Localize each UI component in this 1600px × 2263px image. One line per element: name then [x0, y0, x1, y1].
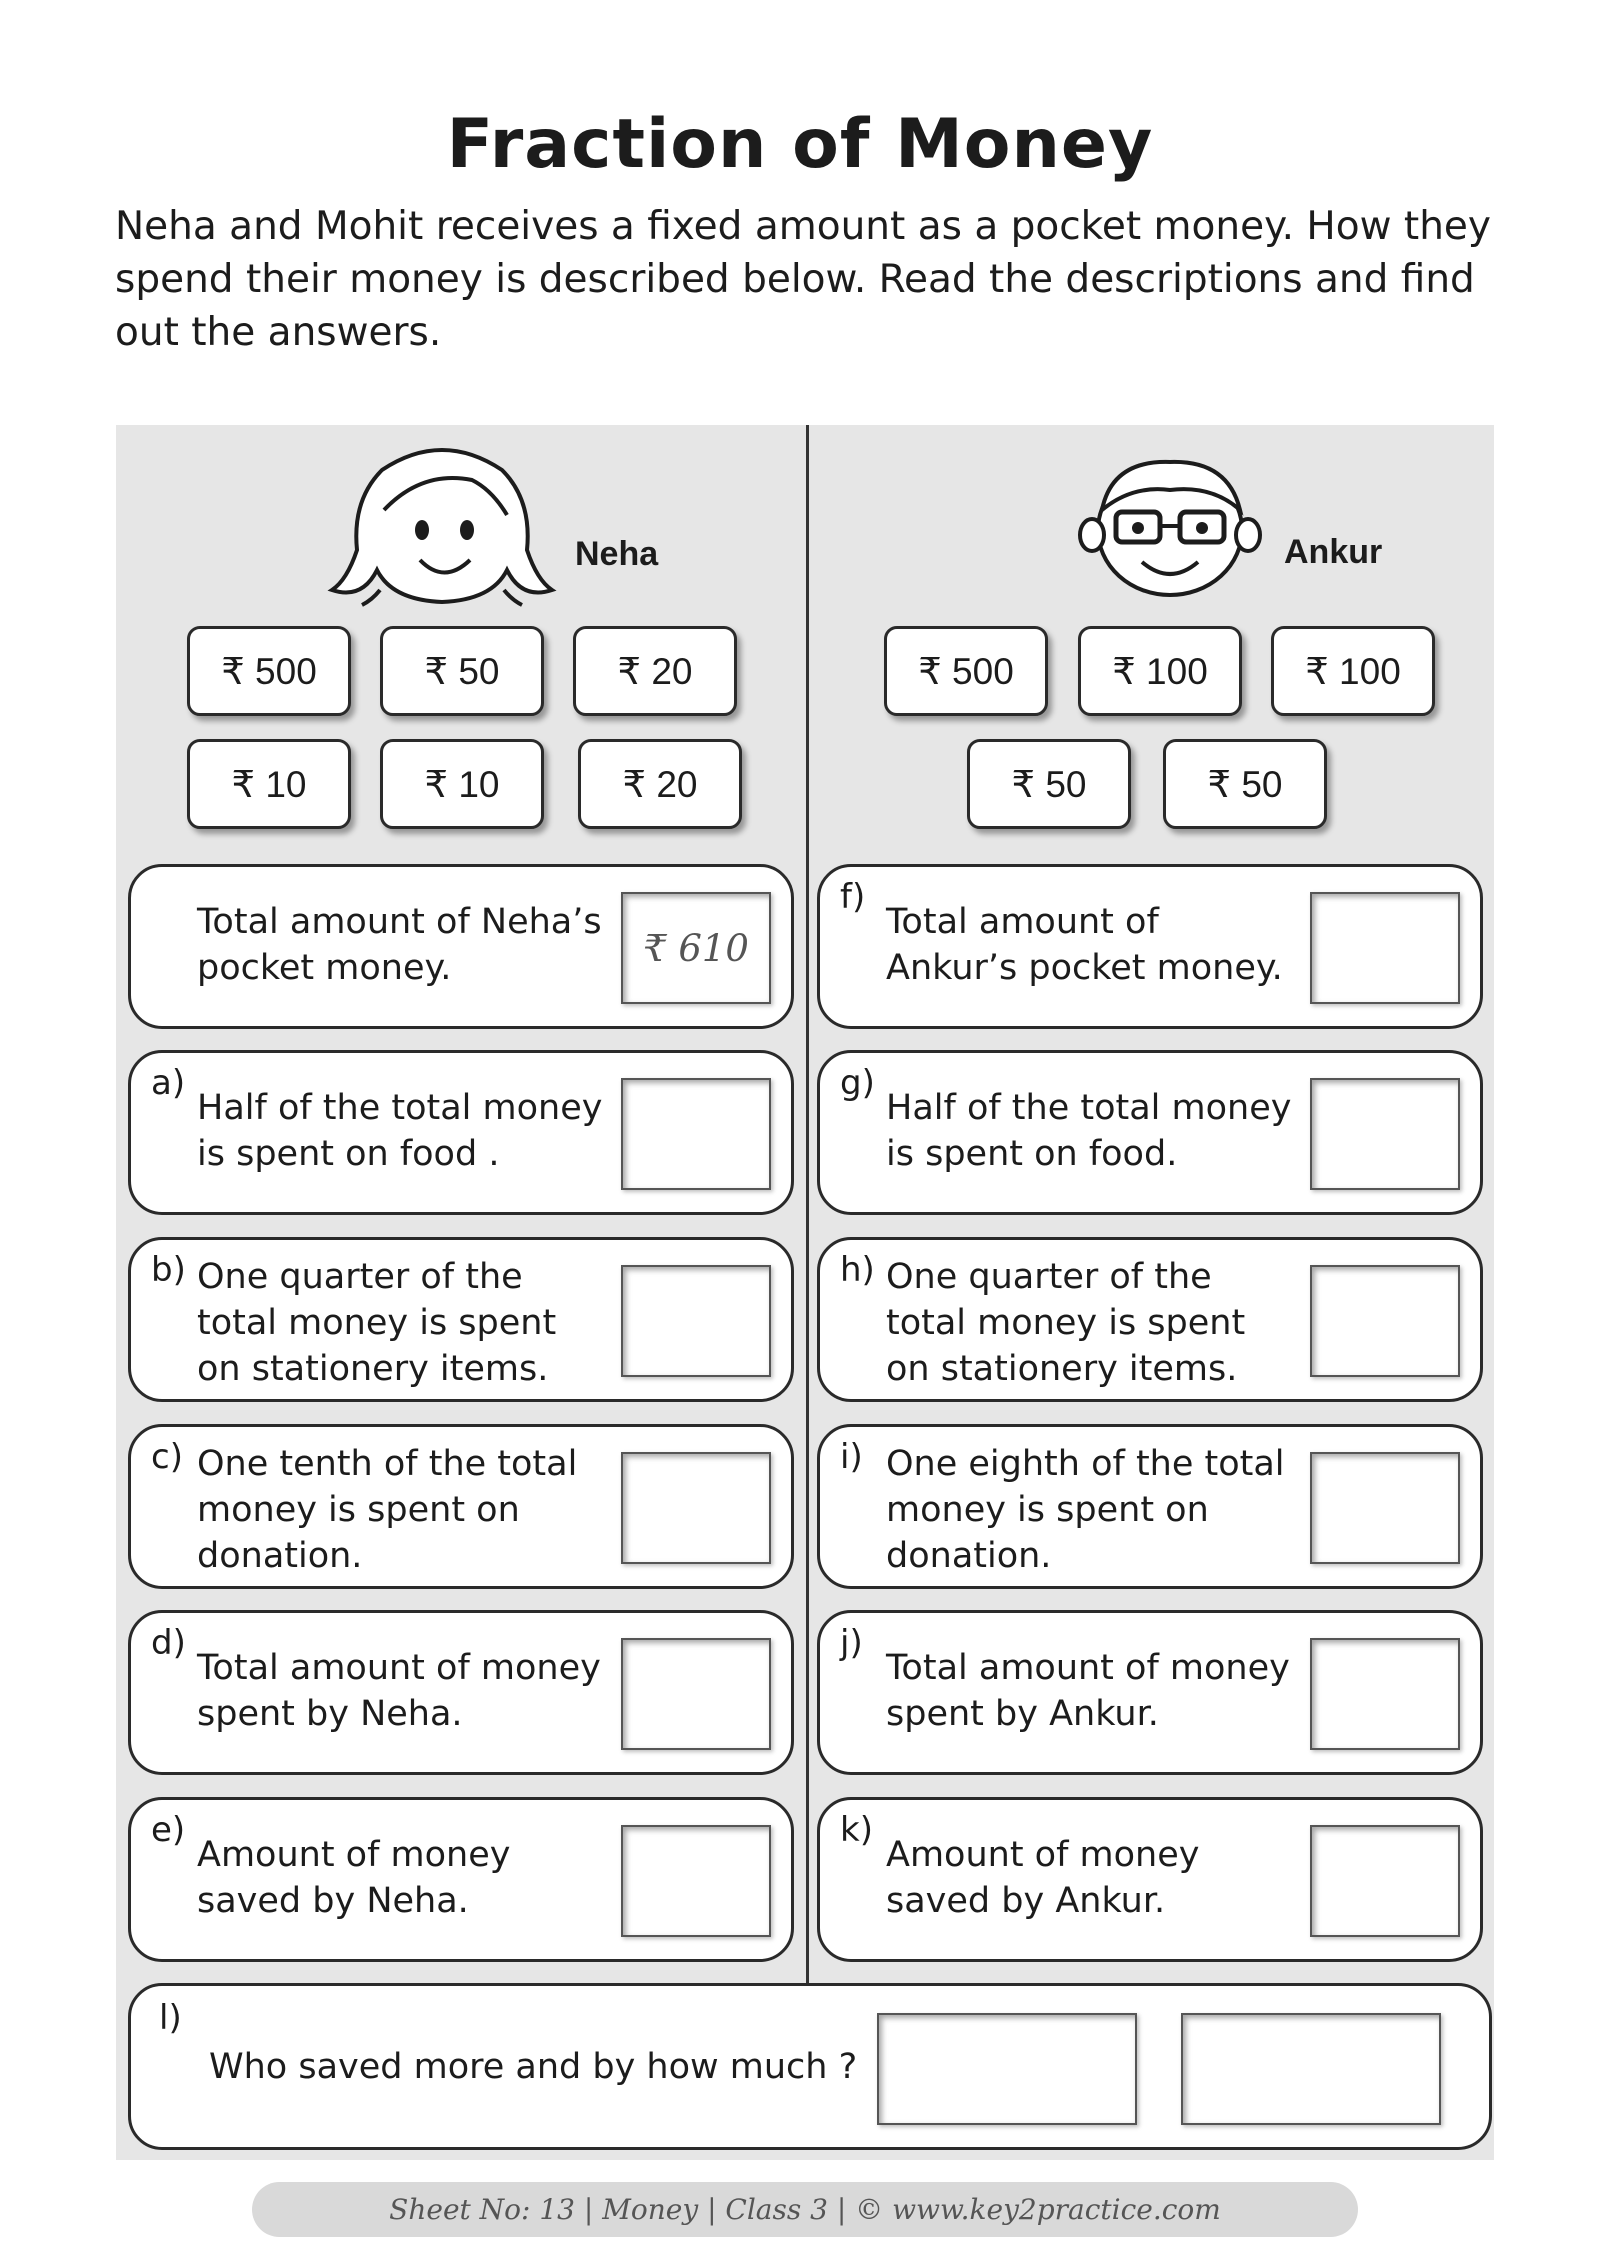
question-text: Amount of money saved by Neha.	[197, 1835, 511, 1921]
question-box	[128, 1797, 794, 1962]
answer-box[interactable]	[621, 1452, 771, 1564]
question-label: l)	[159, 1998, 182, 2038]
question-label: f)	[840, 877, 866, 917]
page-title: Fraction of Money	[446, 105, 1154, 184]
question-box	[817, 1424, 1483, 1589]
question-text: One eighth of the total money is spent on donation.	[886, 1444, 1285, 1576]
question-label: i)	[840, 1437, 863, 1477]
question-label: k)	[840, 1810, 873, 1850]
question-box	[817, 1237, 1483, 1402]
question-text: Total amount of Ankur’s pocket money.	[886, 902, 1283, 988]
question-label: b)	[151, 1250, 186, 1290]
answer-box[interactable]: ₹ 610	[621, 892, 771, 1004]
money-note: ₹ 50	[967, 739, 1131, 829]
column-divider	[806, 425, 809, 1985]
question-box	[128, 1424, 794, 1589]
question-label: j)	[840, 1623, 863, 1663]
answer-box[interactable]	[1310, 1825, 1460, 1937]
final-question-box	[128, 1983, 1492, 2150]
money-note: ₹ 100	[1078, 626, 1242, 716]
question-label: c)	[151, 1437, 183, 1477]
question-box	[128, 864, 794, 1029]
question-text: One tenth of the total money is spent on donation.	[197, 1444, 578, 1576]
money-note: ₹ 50	[1163, 739, 1327, 829]
answer-box[interactable]	[621, 1265, 771, 1377]
footer-bar: Sheet No: 13 | Money | Class 3 | © www.key2practice.com	[252, 2182, 1358, 2237]
ankur-face-icon	[1072, 450, 1267, 600]
money-note: ₹ 50	[380, 626, 544, 716]
answer-box[interactable]	[1310, 1078, 1460, 1190]
question-text: Half of the total money is spent on food .	[197, 1088, 603, 1174]
ankur-name: Ankur	[1284, 533, 1383, 571]
question-box	[817, 864, 1483, 1029]
neha-name: Neha	[575, 535, 659, 573]
question-label: g)	[840, 1063, 875, 1103]
question-box	[128, 1050, 794, 1215]
answer-box-amount[interactable]	[1181, 2013, 1441, 2125]
money-note: ₹ 20	[578, 739, 742, 829]
answer-box[interactable]	[621, 1638, 771, 1750]
intro-text: Neha and Mohit receives a fixed amount as a pocket money. How they spend their money is described below. Read the descriptions and find out the answers.	[115, 204, 1491, 355]
money-note: ₹ 500	[187, 626, 351, 716]
answer-box-name[interactable]	[877, 2013, 1137, 2125]
answer-box[interactable]	[621, 1825, 771, 1937]
answer-box[interactable]	[621, 1078, 771, 1190]
question-text: Total amount of money spent by Neha.	[197, 1648, 601, 1734]
question-text: Total amount of Neha’s pocket money.	[197, 902, 602, 988]
question-label: d)	[151, 1623, 186, 1663]
answer-box[interactable]	[1310, 1265, 1460, 1377]
money-note: ₹ 20	[573, 626, 737, 716]
question-box	[817, 1610, 1483, 1775]
question-text: One quarter of the total money is spent on stationery items.	[886, 1257, 1246, 1389]
question-text: Half of the total money is spent on food.	[886, 1088, 1292, 1174]
answer-box[interactable]	[1310, 892, 1460, 1004]
question-label: a)	[151, 1063, 186, 1103]
money-note: ₹ 10	[187, 739, 351, 829]
question-box	[817, 1050, 1483, 1215]
question-text: Total amount of money spent by Ankur.	[886, 1648, 1290, 1734]
question-text: Amount of money saved by Ankur.	[886, 1835, 1200, 1921]
question-box	[128, 1610, 794, 1775]
question-text: One quarter of the total money is spent on stationery items.	[197, 1257, 557, 1389]
question-text: Who saved more and by how much ?	[209, 2047, 858, 2087]
answer-box[interactable]	[1310, 1638, 1460, 1750]
neha-face-icon	[322, 440, 562, 610]
money-note: ₹ 10	[380, 739, 544, 829]
money-note: ₹ 100	[1271, 626, 1435, 716]
money-note: ₹ 500	[884, 626, 1048, 716]
answer-box[interactable]	[1310, 1452, 1460, 1564]
question-label: h)	[840, 1250, 875, 1290]
question-label: e)	[151, 1810, 186, 1850]
question-box	[128, 1237, 794, 1402]
question-box	[817, 1797, 1483, 1962]
